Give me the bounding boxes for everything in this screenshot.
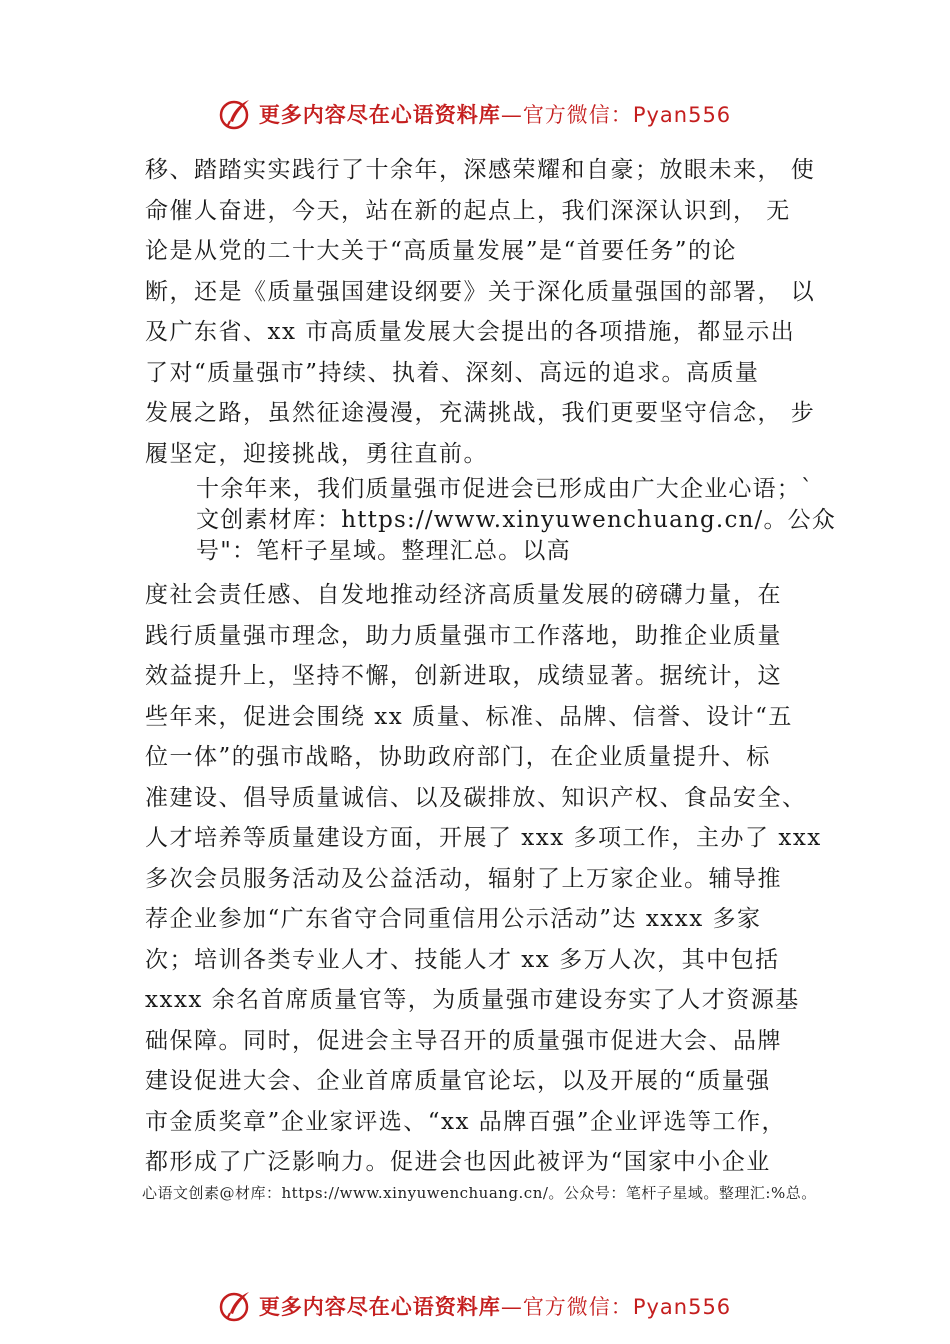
text-line: 文创素材库：https://www.xinyuwenchuang.cn/。公众 bbox=[196, 507, 837, 533]
text-line: 荐企业参加“广东省守合同重信用公示活动”达 xxxx 多家 bbox=[145, 906, 762, 932]
banner-dash: — bbox=[500, 1295, 523, 1319]
banner-account: Pyan556 bbox=[632, 1295, 732, 1319]
text-line: 准建设、倡导质量诚信、以及碳排放、知识产权、食品安全、 bbox=[145, 784, 807, 811]
text-line: 效益提升上，坚持不懈，创新进取，成绩显著。据统计，这 bbox=[145, 663, 782, 689]
text-line: 移、踏踏实实践行了十余年，深感荣耀和自豪；放眼未来， 使 bbox=[145, 157, 816, 183]
text-line: 履坚定，迎接挑战，勇往直前。 bbox=[145, 440, 488, 467]
header-banner bbox=[0, 92, 950, 136]
text-line: 市金质奖章”企业家评选、“xx 品牌百强”企业评选等工作， bbox=[145, 1108, 787, 1135]
text-line: xxxx 余名首席质量官等，为质量强市建设夯实了人才资源基 bbox=[145, 987, 800, 1013]
paragraph-1 bbox=[145, 150, 817, 474]
text-line: 位一体”的强市战略，协助政府部门，在企业质量提升、标 bbox=[145, 744, 771, 770]
text-line: 断，还是《质量强国建设纲要》关于深化质量强国的部署， 以 bbox=[145, 278, 816, 305]
inset-paragraph bbox=[196, 474, 844, 567]
text-line: 号"：笔杆子星域。整理汇总。以高 bbox=[196, 538, 571, 564]
text-line: 础保障。同时，促进会主导召开的质量强市促进大会、品牌 bbox=[145, 1027, 782, 1054]
text-line: 命催人奋进，今天，站在新的起点上，我们深深认识到， 无 bbox=[145, 197, 791, 224]
text-line: 践行质量强市理念，助力质量强市工作落地，助推企业质量 bbox=[145, 622, 782, 649]
text-line: 度社会责任感、自发地推动经济高质量发展的磅礴力量，在 bbox=[145, 582, 782, 608]
banner-main: 更多内容尽在心语资料库 bbox=[258, 1295, 501, 1319]
quill-logo-icon bbox=[219, 97, 253, 131]
banner-main: 更多内容尽在心语资料库 bbox=[258, 103, 501, 127]
footer-note: 心语文创素@材库：https://www.xinyuwenchuang.cn/。公众号：笔杆子星域。整理汇:%总。 bbox=[142, 1184, 817, 1202]
paragraph-2 bbox=[145, 575, 822, 1183]
text-line: 人才培养等质量建设方面，开展了 xxx 多项工作，主办了 xxx bbox=[145, 825, 822, 851]
text-line: 了对“质量强市”持续、执着、深刻、高远的追求。高质量 bbox=[145, 359, 760, 386]
banner-account: Pyan556 bbox=[632, 103, 732, 127]
quill-logo-icon bbox=[219, 1289, 253, 1323]
text-line: 次；培训各类专业人才、技能人才 xx 多万人次，其中包括 bbox=[145, 946, 780, 973]
text-line: 十余年来，我们质量强市促进会已形成由广大企业心语；` bbox=[196, 476, 814, 502]
banner-official: 官方微信： bbox=[522, 103, 633, 127]
banner-text bbox=[259, 99, 731, 129]
text-line: 建设促进大会、企业首席质量官论坛，以及开展的“质量强 bbox=[145, 1068, 771, 1094]
text-line: 论是从党的二十大关于“高质量发展”是“首要任务”的论 bbox=[145, 238, 738, 264]
footer-banner bbox=[0, 1284, 950, 1328]
text-line: 及广东省、xx 市高质量发展大会提出的各项措施，都显示出 bbox=[145, 319, 796, 345]
banner-official: 官方微信： bbox=[522, 1295, 633, 1319]
text-line: 都形成了广泛影响力。促进会也因此被评为“国家中小企业 bbox=[145, 1149, 771, 1175]
text-line: 些年来，促进会围绕 xx 质量、标准、品牌、信誉、设计“五 bbox=[145, 703, 793, 730]
banner-dash: — bbox=[500, 103, 523, 127]
text-line: 发展之路，虽然征途漫漫，充满挑战，我们更要坚守信念， 步 bbox=[145, 400, 816, 426]
banner-text bbox=[259, 1291, 731, 1321]
text-line: 多次会员服务活动及公益活动，辐射了上万家企业。辅导推 bbox=[145, 865, 782, 892]
